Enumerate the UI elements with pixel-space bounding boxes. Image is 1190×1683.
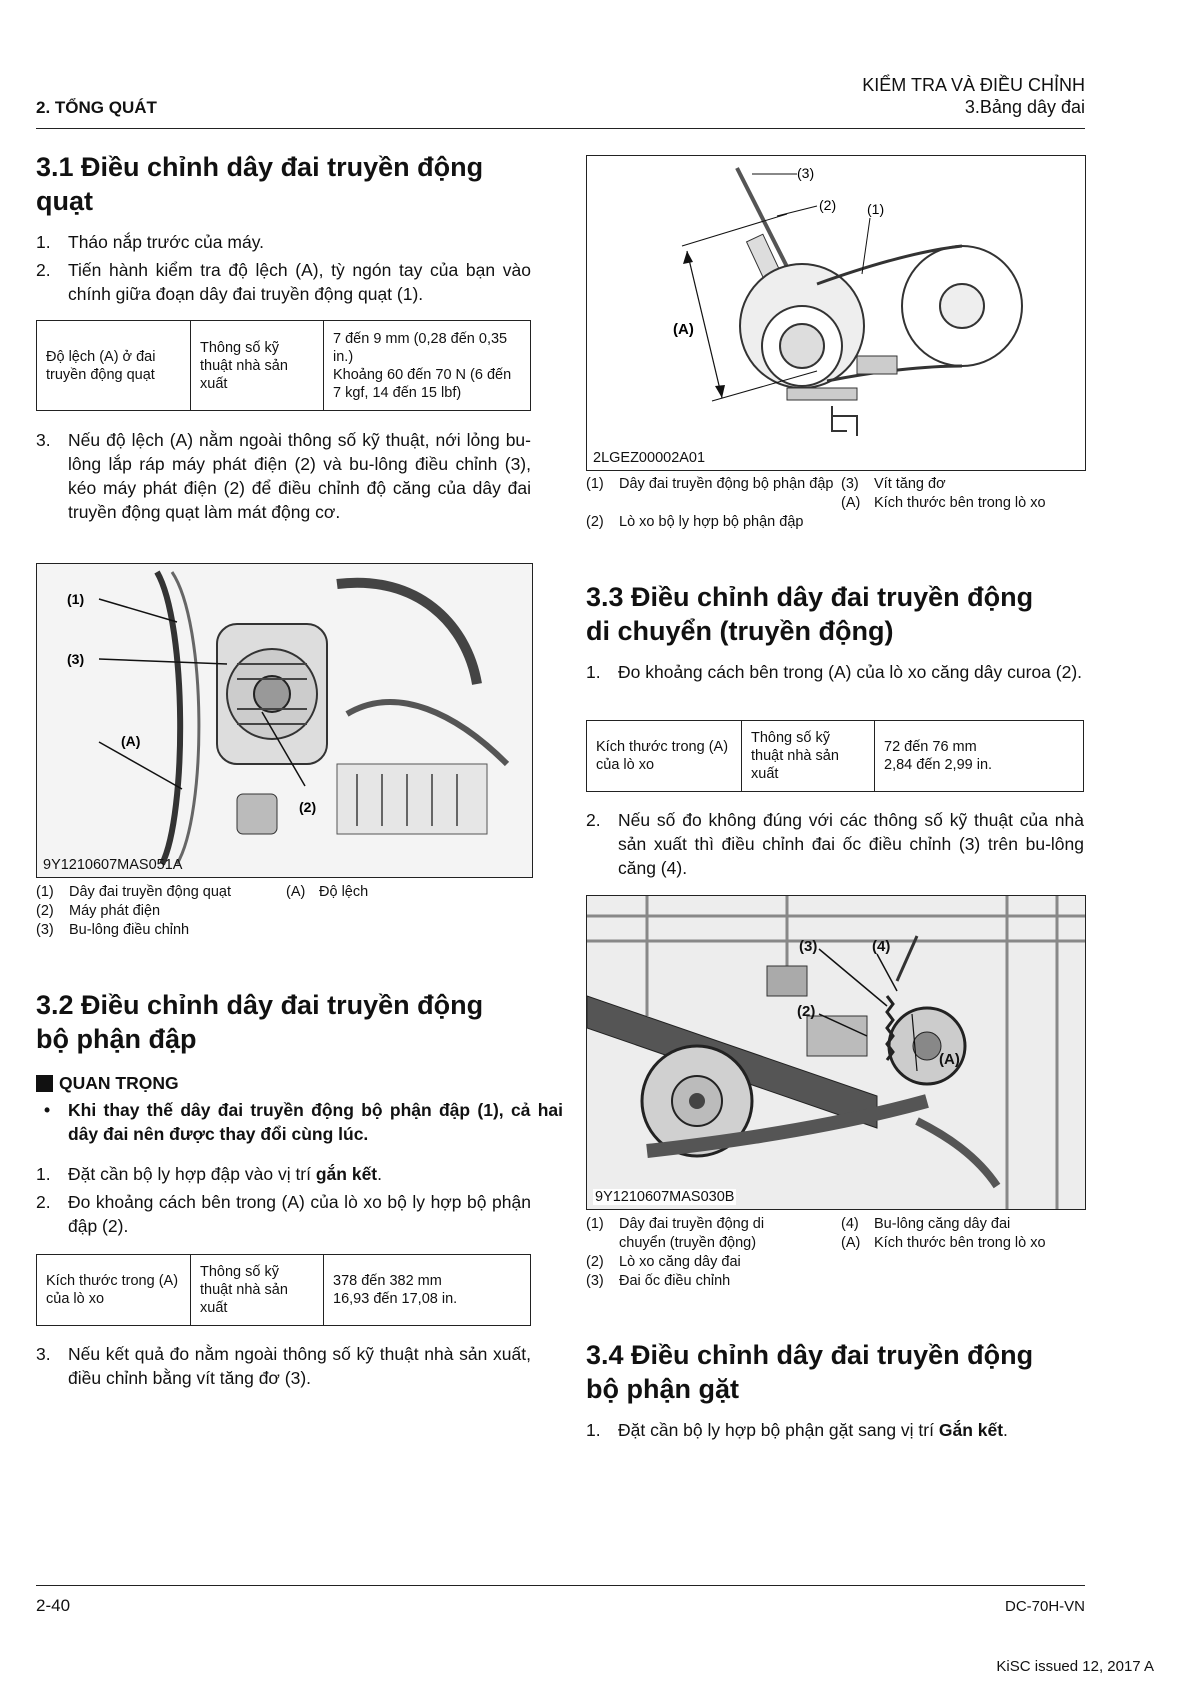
footer-rule: [36, 1585, 1085, 1586]
list-item: 1. Đặt cần bộ ly hợp bộ phận gặt sang vị trí Gắn kết.: [586, 1420, 1008, 1440]
thresher-belt-illustration: [587, 156, 1085, 470]
section-3-4-steps: [586, 1418, 1084, 1446]
label-a: (A): [939, 1051, 960, 1068]
figure-code: 2LGEZ00002A01: [593, 450, 706, 466]
spec-item: Kích thước trong (A) của lò xo: [37, 1255, 191, 1326]
important-square-icon: [36, 1075, 53, 1092]
issue-note: KiSC issued 12, 2017 A: [996, 1658, 1154, 1675]
list-item: 3. Nếu kết quả đo nằm ngoài thông số kỹ thuật nhà sản xuất, điều chỉnh bằng vít tăng đơ (3).: [36, 1344, 531, 1388]
label-3: (3): [797, 165, 815, 181]
spec-value: 7 đến 9 mm (0,28 đến 0,35 in.) Khoảng 60 đến 70 N (6 đến 7 kgf, 14 đến 15 lbf): [324, 321, 531, 411]
spec-label: Thông số kỹ thuật nhà sản xuất: [191, 321, 324, 411]
section-3-1-title: 3.1 Điều chỉnh dây đai truyền động quạt: [36, 152, 484, 216]
important-heading: QUAN TRỌNG: [36, 1073, 531, 1094]
legend-3-2: (1) Dây đai truyền động bộ phận đập (3) Vít tăng đơ (A) Kích thước bên trong lò xo (2) Lò xo bộ ly hợp bộ phận đập: [586, 476, 1046, 530]
important-note: • Khi thay thế dây đai truyền động bộ phận đập (1), cả hai dây đai nên được thay đổi cùng lúc.: [44, 1100, 563, 1144]
list-item: 3. Nếu độ lệch (A) nằm ngoài thông số kỹ thuật, nới lỏng bu-lông lắp ráp máy phát điện (2) và bu-lông điều chỉnh (3), kéo máy phát điện (2) để điều chỉnh độ căng của dây đai truyền động quạt làm mát động cơ.: [36, 430, 531, 522]
spec-value: 378 đến 382 mm 16,93 đến 17,08 in.: [324, 1255, 531, 1326]
section-3-1-steps: [36, 230, 531, 310]
section-3-2-title: 3.2 Điều chỉnh dây đai truyền động bộ phận đập: [36, 990, 484, 1054]
label-3: (3): [799, 938, 818, 955]
header-rule: [36, 128, 1085, 129]
header-chapter: KIỂM TRA VÀ ĐIỀU CHỈNH: [862, 75, 1085, 95]
document-code: DC-70H-VN: [1004, 1598, 1085, 1615]
section-3-3-steps: [586, 660, 1084, 688]
figure-thresher-belt: [586, 155, 1086, 471]
header-section: 2. TỔNG QUÁT: [36, 98, 157, 117]
label-1: (1): [867, 201, 885, 217]
travel-belt-illustration: [587, 896, 1085, 1209]
legend-3-1: (1) Dây đai truyền động quạt (A) Độ lệch (2) Máy phát điện (3) Bu-lông điều chỉnh: [36, 884, 369, 938]
spec-item: Độ lệch (A) ở đai truyền động quạt: [37, 321, 191, 411]
spec-item: Kích thước trong (A) của lò xo: [587, 721, 742, 792]
section-3-1-steps-cont: [36, 428, 531, 528]
list-item: 2. Nếu số đo không đúng với các thông số kỹ thuật của nhà sản xuất thì điều chỉnh đai ốc điều chỉnh (3) trên bu-lông căng (4).: [586, 810, 1084, 878]
header-subchapter: 3.Bảng dây đai: [964, 97, 1085, 117]
section-3-3-title: 3.3 Điều chỉnh dây đai truyền động di chuyển (truyền động): [586, 582, 1034, 646]
list-item: 1. Tháo nắp trước của máy.: [36, 232, 265, 252]
spec-value: 72 đến 76 mm 2,84 đến 2,99 in.: [875, 721, 1084, 792]
spec-label: Thông số kỹ thuật nhà sản xuất: [742, 721, 875, 792]
spec-table-3-1: [36, 320, 531, 411]
section-3-4-title: 3.4 Điều chỉnh dây đai truyền động bộ phận gặt: [586, 1340, 1034, 1404]
header-chapter-block: [862, 74, 1085, 118]
list-item: 2. Đo khoảng cách bên trong (A) của lò xo bộ ly hợp bộ phận đập (2).: [36, 1192, 531, 1236]
label-2: (2): [797, 1003, 816, 1020]
label-4: (4): [872, 938, 891, 955]
label-1: (1): [67, 591, 85, 607]
section-3-2-steps: [36, 1162, 531, 1242]
label-3: (3): [67, 651, 85, 667]
section-3-2-steps-cont: [36, 1342, 531, 1394]
figure-code: 9Y1210607MAS030B: [595, 1189, 735, 1205]
label-2: (2): [299, 799, 317, 815]
section-3-3-steps-cont: [586, 808, 1084, 884]
label-a: (A): [673, 321, 694, 338]
list-item: 1. Đo khoảng cách bên trong (A) của lò xo căng dây curoa (2).: [586, 662, 1083, 682]
fan-belt-illustration: [37, 564, 532, 877]
list-item: 1. Đặt cần bộ ly hợp đập vào vị trí gắn kết.: [36, 1164, 383, 1184]
figure-code: 9Y1210607MAS051A: [43, 857, 183, 873]
label-2: (2): [819, 197, 837, 213]
spec-label: Thông số kỹ thuật nhà sản xuất: [191, 1255, 324, 1326]
figure-fan-belt: [36, 563, 533, 878]
figure-travel-belt: [586, 895, 1086, 1210]
spec-table-3-2: [36, 1254, 531, 1326]
legend-3-3: (1) Dây đai truyền động di chuyển (truyền động) (4) Bu-lông căng dây đai (A) Kích thước bên trong lò xo (2) Lò xo căng dây đai (3) Đai ốc điều chỉnh: [586, 1216, 1046, 1289]
page-number: 2-40: [36, 1596, 71, 1615]
spec-table-3-3: [586, 720, 1084, 792]
list-item: 2. Tiến hành kiểm tra độ lệch (A), tỳ ngón tay của bạn vào chính giữa đoạn dây đai truyền động quạt (1).: [36, 260, 531, 304]
label-a: (A): [121, 733, 141, 749]
